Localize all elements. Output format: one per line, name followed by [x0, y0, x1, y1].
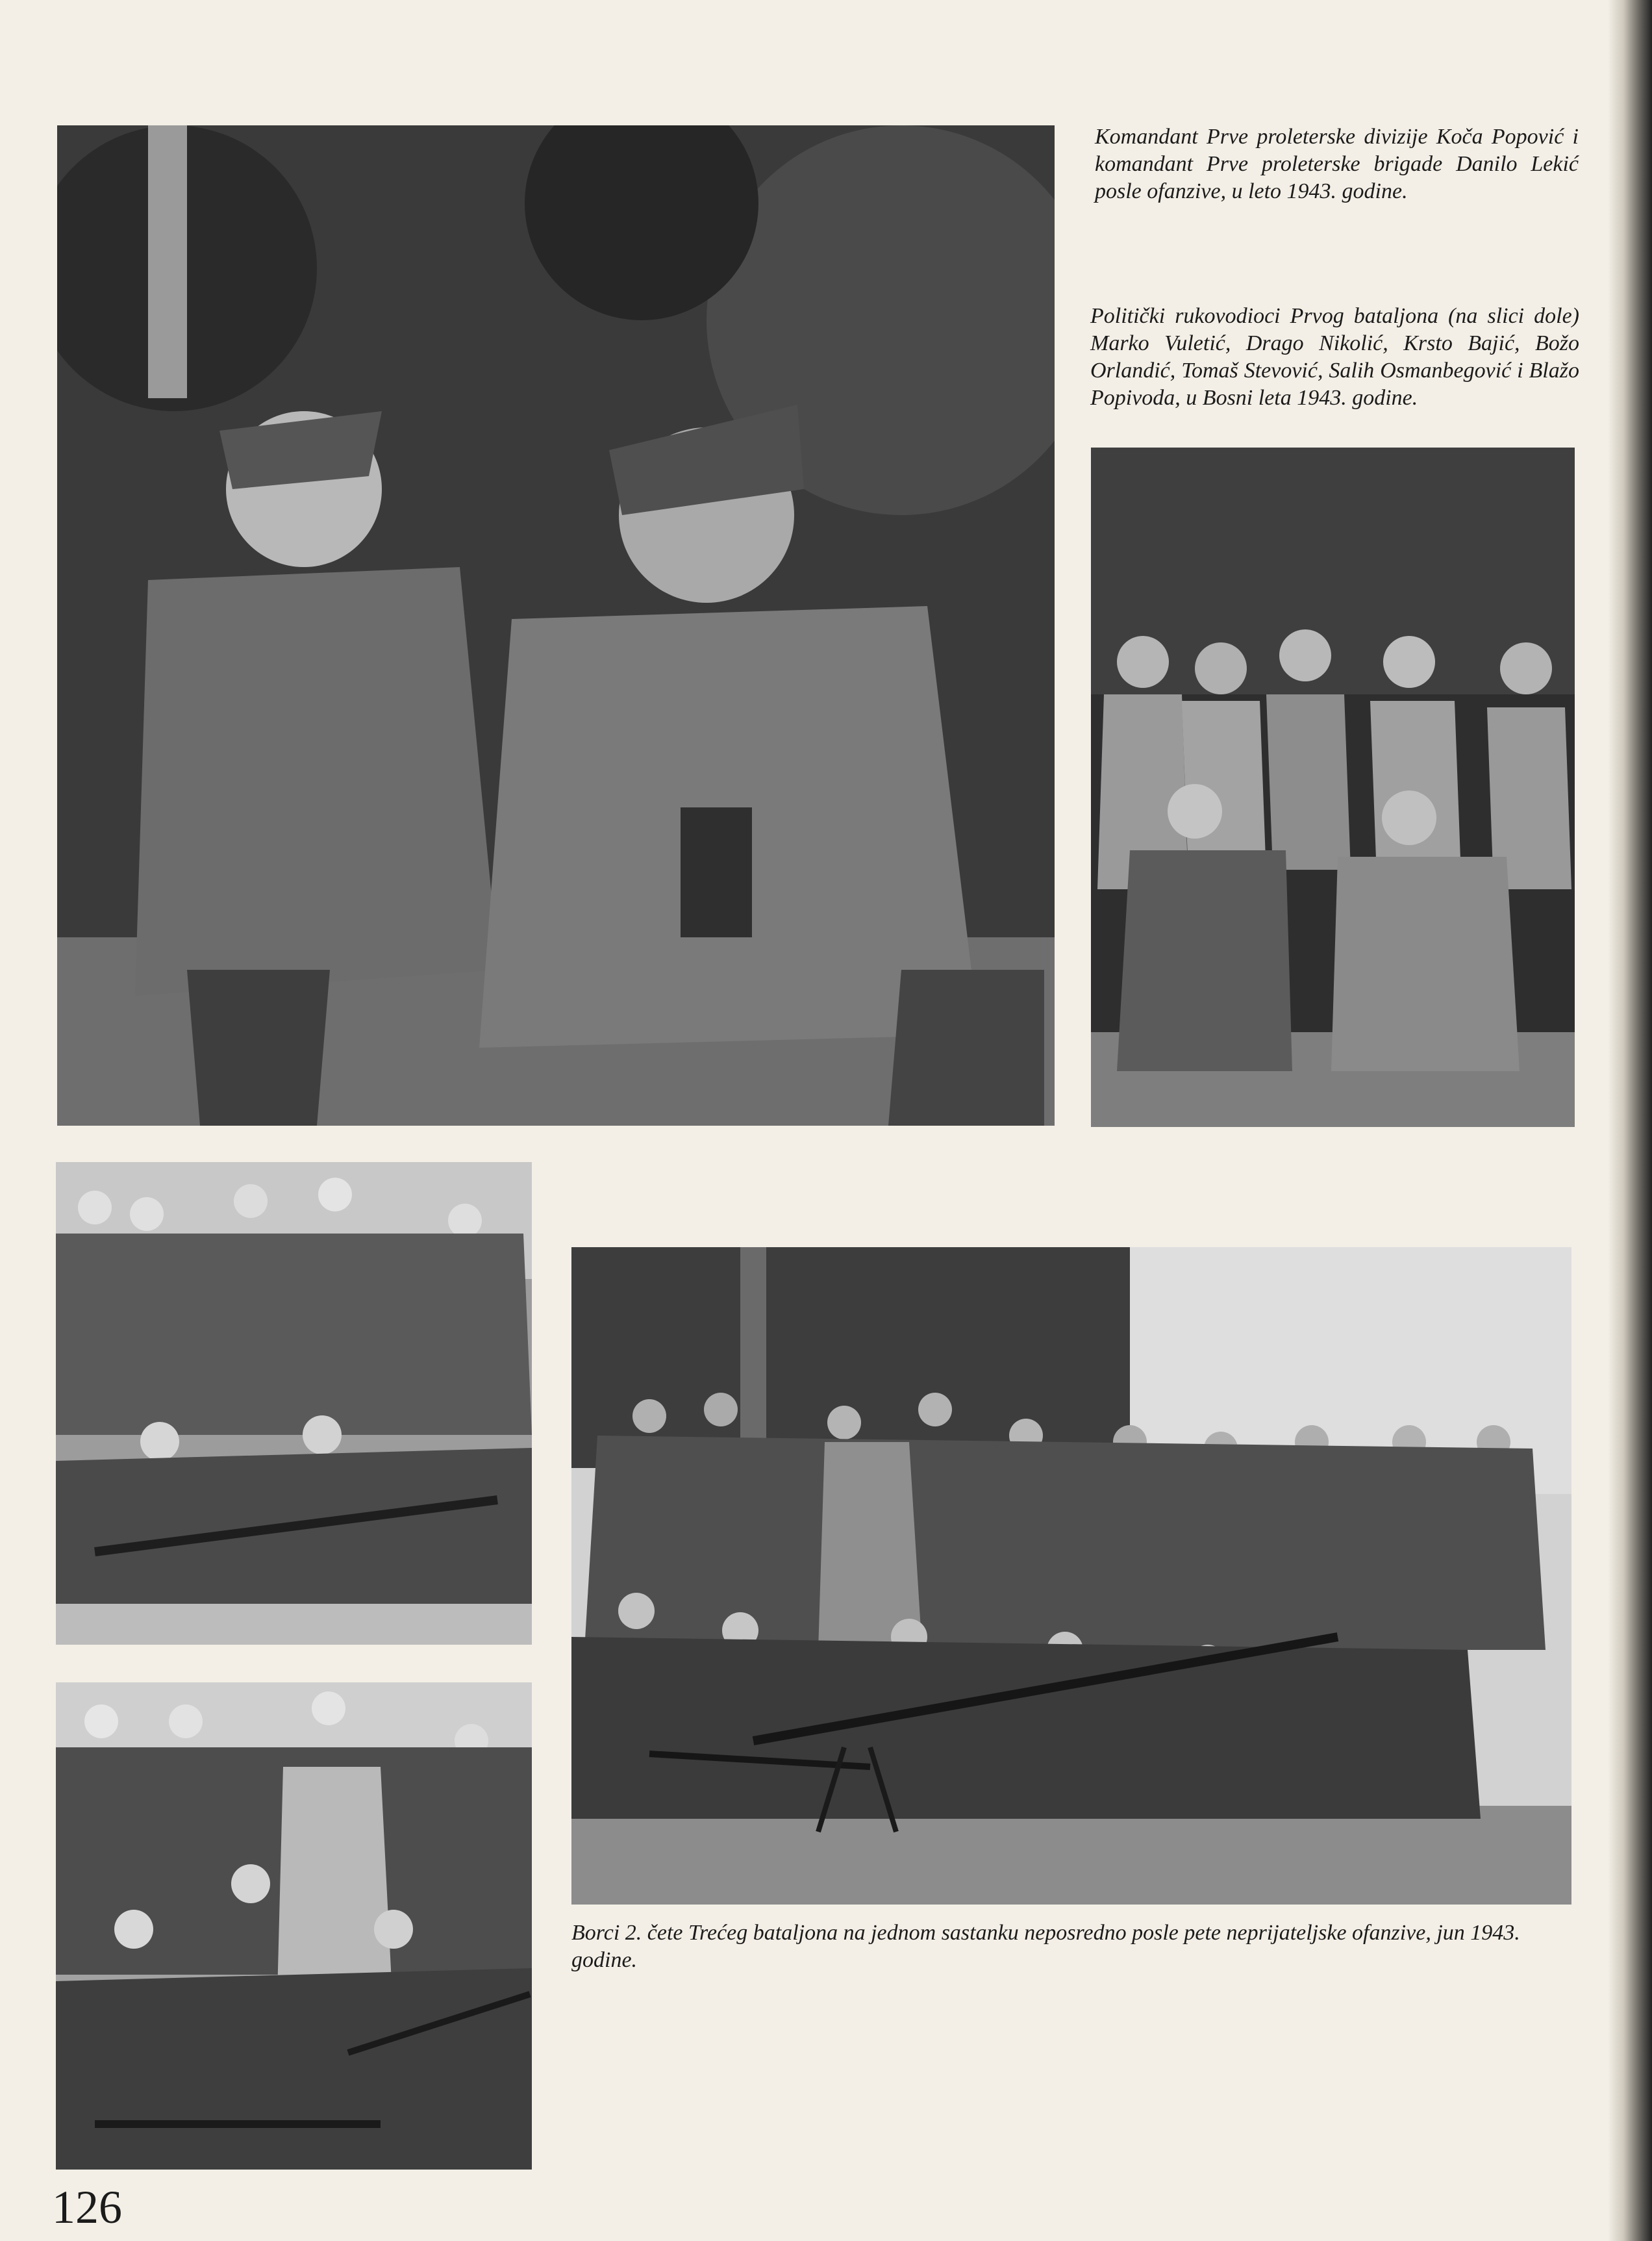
- photo-company-fighters: [571, 1247, 1571, 1905]
- caption-company-fighters: Borci 2. čete Trećeg bataljona na jednom sastanku neposredno posle pete neprijateljske ofanzive, jun 1943. godine.: [571, 1921, 1520, 1972]
- page-number: 126: [52, 2181, 122, 2233]
- photo-group-small-top: [56, 1162, 532, 1645]
- photo-commanders: [57, 125, 1055, 1126]
- caption-commanders: Komandant Prve proleterske divizije Koča Popović i komandant Prve proleterske brigade Danilo Lekić posle ofanzive, u leto 1943. godine.: [1095, 125, 1579, 203]
- photo-group-small-bottom: [56, 1682, 532, 2170]
- page-edge-shadow: [1608, 0, 1652, 2241]
- caption-political-leaders: Politički rukovodioci Prvog bataljona (na slici dole) Marko Vuletić, Drago Nikolić, Krsto Bajić, Božo Orlandić, Tomaš Stevović, Salih Osmanbegović i Blažo Popivoda, u Bosni leta 1943. godine.: [1090, 304, 1579, 410]
- photo-political-leaders: [1091, 448, 1575, 1127]
